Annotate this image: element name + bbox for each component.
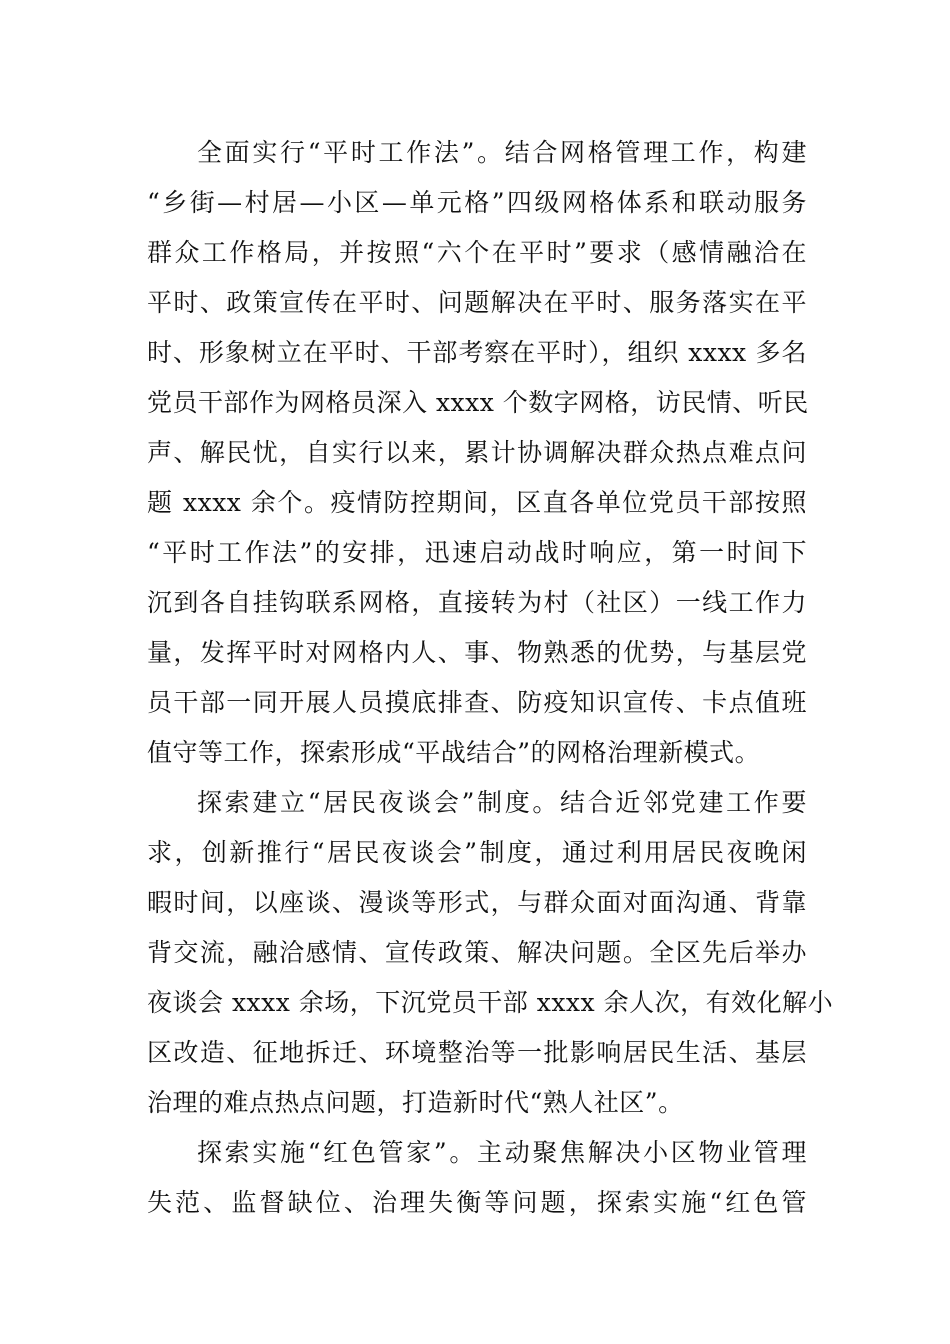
paragraph-1-line-13: 值守等工作，探索形成“平战结合”的网格治理新模式。 bbox=[147, 738, 761, 767]
paragraph-1-line-4: 平时、政策宣传在平时、问题解决在平时、服务落实在平 bbox=[147, 288, 807, 317]
paragraph-1-line-8: 题 xxxx 余个。疫情防控期间，区直各单位党员干部按照 bbox=[147, 488, 807, 517]
paragraph-1-line-6: 党员干部作为网格员深入 xxxx 个数字网格，访民情、听民 bbox=[147, 388, 809, 417]
paragraph-2-line-1: 探索建立“居民夜谈会”制度。结合近邻党建工作要 bbox=[197, 788, 807, 817]
paragraph-1-line-7: 声、解民忧，自实行以来，累计协调解决群众热点难点问 bbox=[147, 438, 807, 467]
paragraph-1-line-1: 全面实行“平时工作法”。结合网格管理工作，构建 bbox=[197, 138, 807, 167]
paragraph-2-line-5: 夜谈会 xxxx 余场，下沉党员干部 xxxx 余人次，有效化解小 bbox=[147, 988, 834, 1017]
paragraph-2-line-6: 区改造、征地拆迁、环境整治等一批影响居民生活、基层 bbox=[147, 1038, 807, 1067]
paragraph-2-line-3: 暇时间，以座谈、漫谈等形式，与群众面对面沟通、背靠 bbox=[147, 888, 807, 917]
paragraph-1-line-10: 沉到各自挂钩联系网格，直接转为村（社区）一线工作力 bbox=[147, 588, 807, 617]
paragraph-1-line-3: 群众工作格局，并按照“六个在平时”要求（感情融洽在 bbox=[147, 238, 807, 267]
paragraph-2-line-4: 背交流，融洽感情、宣传政策、解决问题。全区先后举办 bbox=[147, 938, 807, 967]
paragraph-1-line-2: “乡街—村居—小区—单元格”四级网格体系和联动服务 bbox=[147, 188, 807, 217]
paragraph-1-line-11: 量，发挥平时对网格内人、事、物熟悉的优势，与基层党 bbox=[147, 638, 807, 667]
paragraph-3-line-1: 探索实施“红色管家”。主动聚焦解决小区物业管理 bbox=[197, 1138, 807, 1167]
paragraph-2-line-7: 治理的难点热点问题，打造新时代“熟人社区”。 bbox=[147, 1088, 684, 1117]
paragraph-3-line-2: 失范、监督缺位、治理失衡等问题，探索实施“红色管 bbox=[147, 1188, 807, 1217]
paragraph-1-line-9: “平时工作法”的安排，迅速启动战时响应，第一时间下 bbox=[147, 538, 807, 567]
paragraph-1-line-12: 员干部一同开展人员摸底排查、防疫知识宣传、卡点值班 bbox=[147, 688, 807, 717]
paragraph-2-line-2: 求，创新推行“居民夜谈会”制度，通过利用居民夜晚闲 bbox=[147, 838, 807, 867]
paragraph-1-line-5: 时、形象树立在平时、干部考察在平时），组织 xxxx 多名 bbox=[147, 338, 807, 367]
